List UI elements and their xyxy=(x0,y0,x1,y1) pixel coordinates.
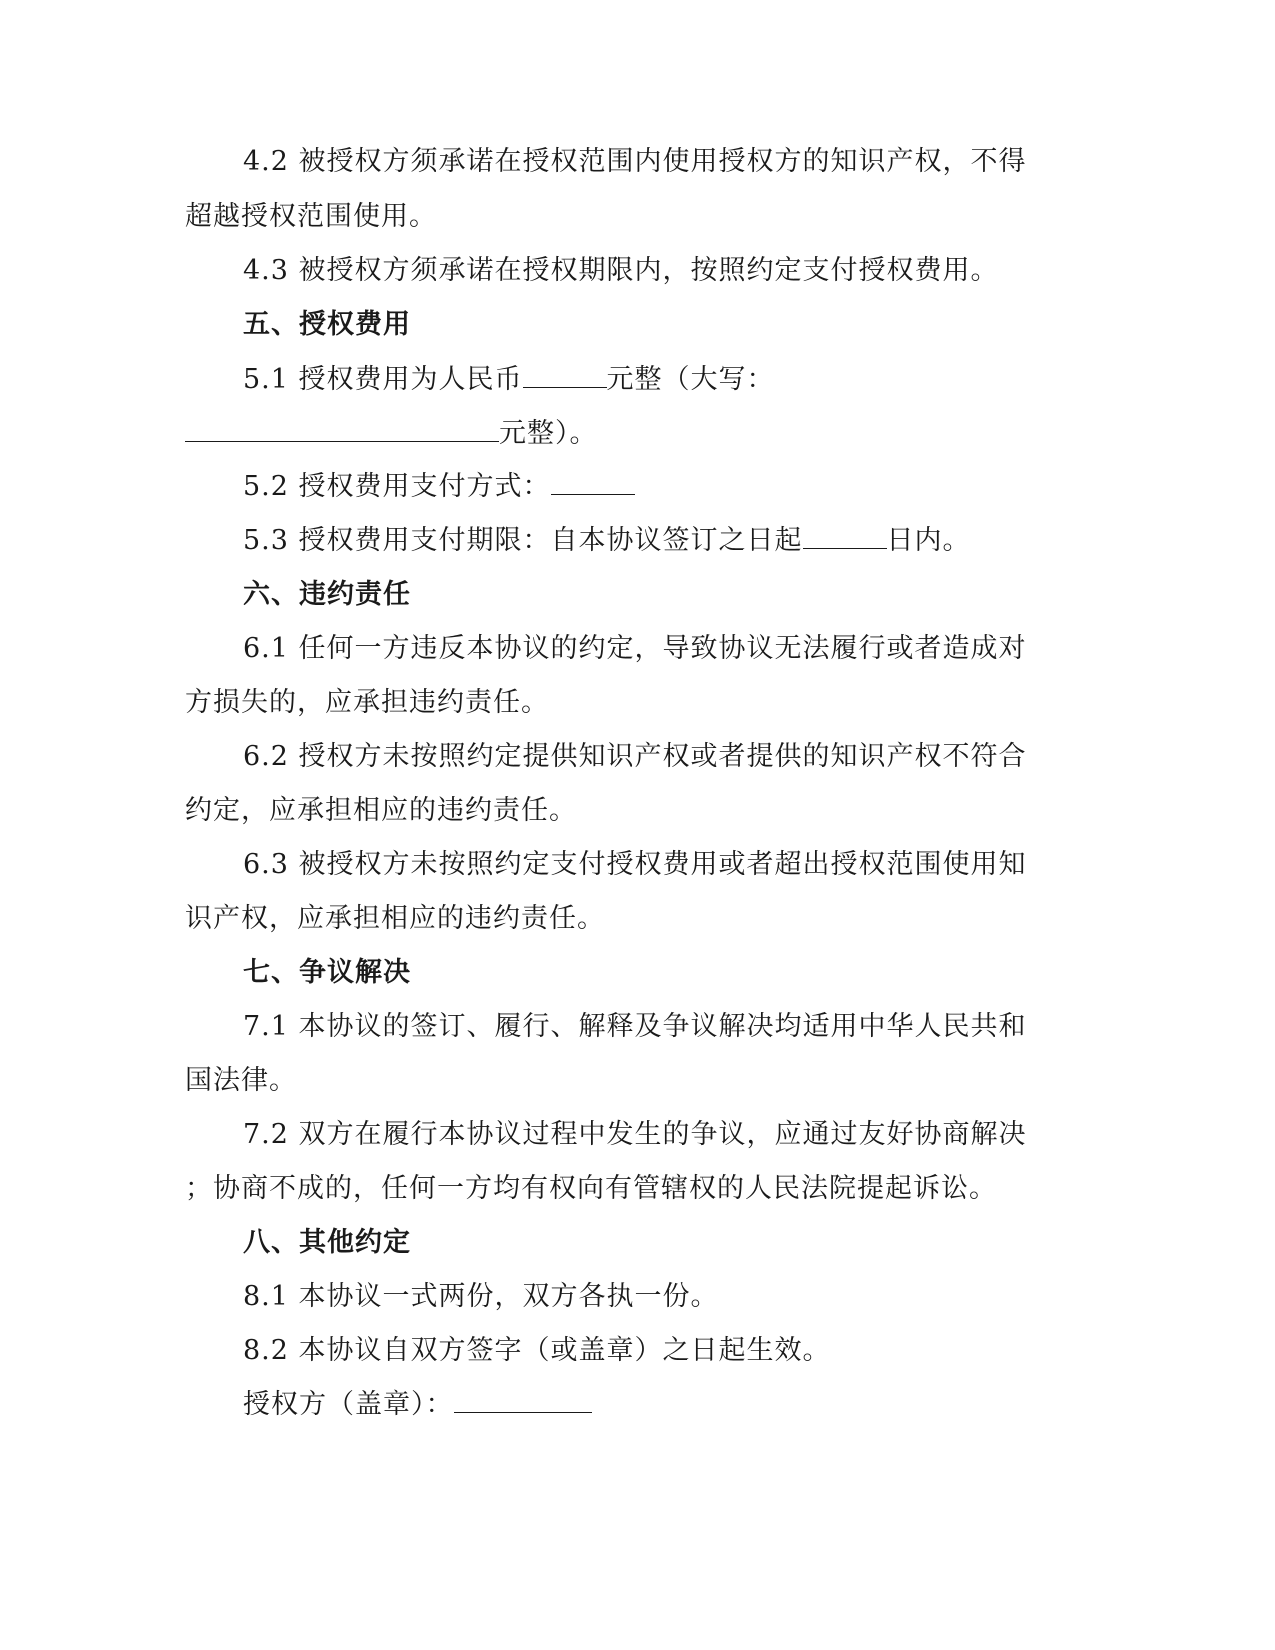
clause-7-2-line1: 7.2 双方在履行本协议过程中发生的争议，应通过友好协商解决 xyxy=(243,1119,1027,1150)
clause-6-3-line2: 识产权，应承担相应的违约责任。 xyxy=(185,903,605,934)
section-5-heading: 五、授权费用 xyxy=(243,309,411,340)
clause-6-1-line1: 6.1 任何一方违反本协议的约定，导致协议无法履行或者造成对 xyxy=(243,633,1027,664)
clause-8-1: 8.1 本协议一式两份，双方各执一份。 xyxy=(243,1281,719,1312)
clause-8-2: 8.2 本协议自双方签字（或盖章）之日起生效。 xyxy=(243,1335,831,1366)
licensor-signature-blank xyxy=(454,1386,592,1413)
licensor-signature-line xyxy=(243,1385,1065,1425)
section-8-heading: 八、其他约定 xyxy=(243,1227,411,1258)
clause-5-3-prefix: 5.3 授权费用支付期限：自本协议签订之日起 xyxy=(243,525,803,556)
clause-7-1-line1: 7.1 本协议的签订、履行、解释及争议解决均适用中华人民共和 xyxy=(243,1011,1027,1042)
clause-7-1-line2: 国法律。 xyxy=(185,1065,297,1096)
clause-4-2-line1: 4.2 被授权方须承诺在授权范围内使用授权方的知识产权，不得 xyxy=(243,146,1027,177)
clause-6-2-line1: 6.2 授权方未按照约定提供知识产权或者提供的知识产权不符合 xyxy=(243,741,1027,772)
clause-5-3-suffix: 日内。 xyxy=(886,525,971,556)
clause-4-2-line2: 超越授权范围使用。 xyxy=(185,201,437,232)
clause-7-2-line2: ；协商不成的，任何一方均有权向有管辖权的人民法院提起诉讼。 xyxy=(185,1173,997,1204)
clause-5-1-mid: 元整（大写： xyxy=(606,364,775,395)
section-7-heading: 七、争议解决 xyxy=(243,957,411,988)
clause-6-3-line1: 6.3 被授权方未按照约定支付授权费用或者超出授权范围使用知 xyxy=(243,849,1027,880)
clause-4-3: 4.3 被授权方须承诺在授权期限内，按照约定支付授权费用。 xyxy=(243,255,999,286)
section-6-heading: 六、违约责任 xyxy=(243,579,411,610)
payment-method-blank xyxy=(551,468,635,495)
clause-5-1-prefix: 5.1 授权费用为人民币 xyxy=(243,364,523,395)
clause-5-1-suffix: 元整）。 xyxy=(499,418,598,449)
clause-5-1-line2 xyxy=(185,414,1065,454)
payment-days-blank xyxy=(803,522,887,549)
clause-5-3 xyxy=(243,521,1065,561)
amount-blank xyxy=(523,361,607,388)
clause-6-2-line2: 约定，应承担相应的违约责任。 xyxy=(185,795,577,826)
clause-5-1-line1 xyxy=(243,360,1065,400)
amount-words-blank xyxy=(185,415,499,442)
clause-6-1-line2: 方损失的，应承担违约责任。 xyxy=(185,687,549,718)
licensor-label: 授权方（盖章）： xyxy=(243,1389,454,1420)
clause-5-2 xyxy=(243,467,1065,507)
clause-5-2-prefix: 5.2 授权费用支付方式： xyxy=(243,471,551,502)
